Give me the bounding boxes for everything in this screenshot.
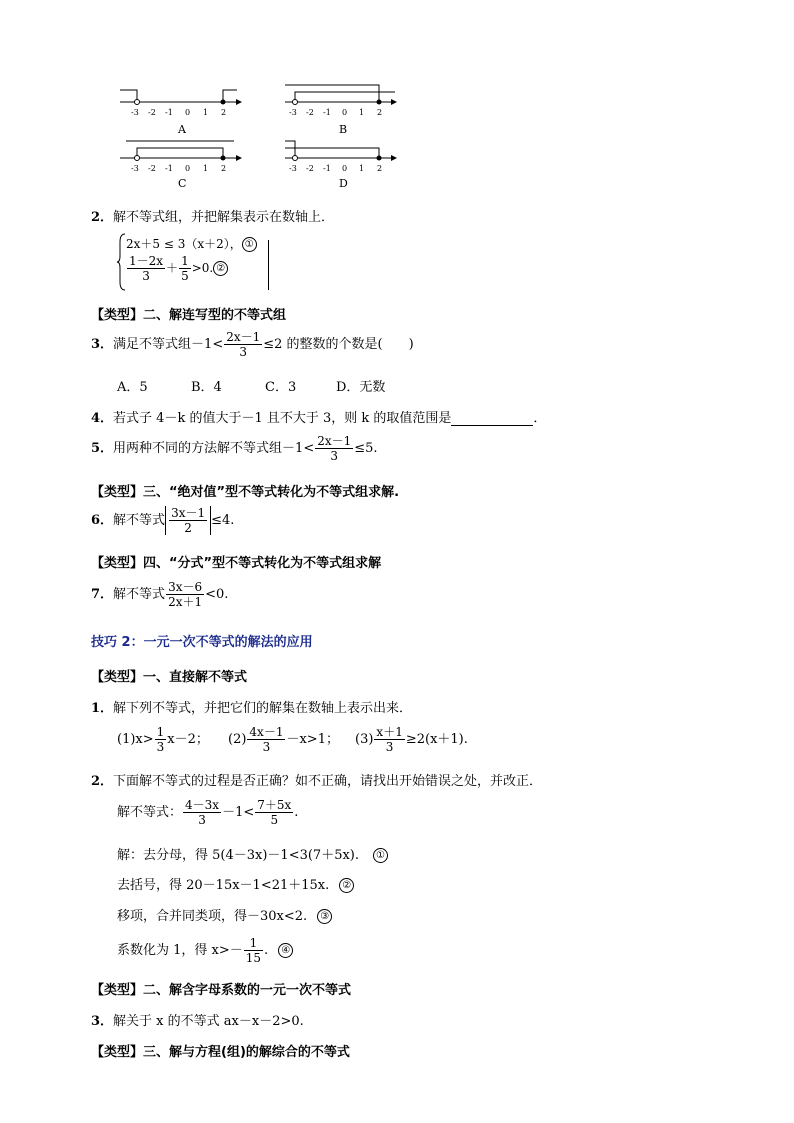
option-label-d: D: [339, 177, 348, 190]
question-5: [91, 434, 378, 463]
b1-part-1: [117, 725, 209, 754]
tick-label: -3: [131, 164, 139, 173]
problem-text: 解不等式组，并把解集表示在数轴上．: [113, 210, 335, 225]
question-end: ．: [533, 411, 547, 426]
question-text: ≤4.: [211, 513, 235, 528]
tick-label: -3: [289, 108, 297, 117]
b-question-2: [91, 770, 542, 789]
part-text: ≥2(x＋1).: [405, 732, 468, 747]
fraction-den: 3: [262, 740, 271, 754]
tick-label: -2: [148, 108, 156, 117]
tick-label: -3: [131, 108, 139, 117]
fraction-num: 1: [244, 936, 263, 951]
tick-label: 0: [185, 108, 191, 117]
intro-text: 解不等式：: [117, 805, 183, 820]
problem-2: [91, 206, 334, 225]
question-text: ≤5.: [354, 441, 378, 456]
fraction-den: 3: [142, 269, 150, 283]
question-3: [91, 330, 414, 359]
problem-number: 3．: [91, 337, 114, 352]
tick-label: 1: [203, 164, 209, 173]
question-text: 解关于 x 的不等式 ax－x－2>0.: [113, 1014, 304, 1029]
tick-label: 0: [342, 164, 348, 173]
problem-number: 6．: [91, 513, 114, 528]
tick-label: -3: [289, 164, 297, 173]
option-label-b: B: [339, 123, 348, 136]
question-7: [91, 580, 228, 609]
tick-label: -2: [148, 164, 156, 173]
part-text: (2): [228, 732, 247, 747]
type-heading: 【类型】三、“绝对值”型不等式转化为不等式组求解.: [91, 485, 400, 500]
b2-step-2: [117, 874, 354, 893]
b2-step-3: [117, 905, 332, 924]
question-text: 解不等式: [113, 513, 166, 528]
problem-number: 4．: [91, 411, 114, 426]
right-bar: [268, 240, 269, 290]
problem-number: 1．: [91, 701, 114, 716]
problem-number: 3．: [91, 1014, 114, 1029]
fraction-num: 4－3x: [185, 798, 220, 812]
fraction-den: 15: [245, 951, 262, 965]
problem-number: 2．: [91, 774, 114, 789]
step-text: 移项，合并同类项，得－30x<2.: [117, 909, 308, 924]
period: .: [264, 943, 269, 958]
tick-label: 1: [203, 108, 209, 117]
circle-2: ②: [213, 261, 228, 276]
problem-number: 7．: [91, 587, 114, 602]
step-text: 系数化为 1，得 x>－: [117, 943, 243, 958]
fraction-den: 3: [330, 449, 339, 463]
circle-4: ④: [278, 943, 293, 958]
part-text: x－2；: [167, 732, 209, 747]
tick-label: -2: [306, 108, 314, 117]
tick-label: 2: [377, 108, 383, 117]
fraction-num: 1－2x: [129, 254, 164, 268]
b2-step-1: [117, 844, 388, 863]
fraction-den: 3: [385, 740, 394, 754]
question-6: [91, 506, 234, 535]
type-heading: 【类型】四、“分式”型不等式转化为不等式组求解: [91, 556, 382, 571]
fraction-den: 3: [239, 345, 248, 359]
part-text: －x>1；: [286, 732, 339, 747]
fraction-num: 4x－1: [249, 725, 284, 739]
fraction-num: 2x－1: [317, 434, 352, 448]
b-question-1: [91, 697, 412, 716]
question-text: ≤2 的整数的个数是( ): [263, 337, 414, 352]
type-heading: 【类型】三、解与方程(组)的解综合的不等式: [91, 1045, 350, 1060]
question-text: 用两种不同的方法解不等式组－1<: [113, 441, 315, 456]
number-line-b: [285, 85, 397, 136]
problem-number: 5．: [91, 441, 114, 456]
question-text: 满足不等式组－1<: [113, 337, 224, 352]
tick-label: -1: [165, 164, 173, 173]
circle-3: ③: [317, 909, 332, 924]
plus-sign: ＋: [166, 261, 179, 275]
b2-step-4: [117, 936, 293, 965]
system-line-2-tail: >0.: [191, 261, 214, 275]
tick-label: -1: [165, 108, 173, 117]
fraction-den: 5: [181, 269, 189, 283]
question-text: 解不等式: [113, 587, 166, 602]
fraction-num: 3x－6: [168, 580, 203, 594]
question-text: 下面解不等式的过程是否正确？如不正确，请找出开始错误之处，并改正．: [113, 774, 543, 789]
answer-blank[interactable]: [451, 413, 533, 426]
fraction-den: 3: [198, 813, 206, 827]
period: .: [294, 805, 299, 820]
inequality-system: [116, 232, 274, 292]
fraction-num: 7＋5x: [257, 798, 292, 812]
circle-1: ①: [373, 848, 388, 863]
fraction-den: 2x＋1: [168, 595, 203, 609]
circle-2: ②: [339, 878, 354, 893]
number-line-d: [285, 141, 397, 190]
tick-label: 2: [221, 108, 227, 117]
left-brace: [116, 232, 126, 292]
number-line-figures: [110, 80, 410, 192]
type-heading: 【类型】二、解含字母系数的一元一次不等式: [91, 983, 352, 998]
option-label-c: C: [178, 177, 187, 190]
choice-d: D．无数: [336, 380, 386, 395]
tick-label: -2: [306, 164, 314, 173]
tick-label: 0: [185, 164, 191, 173]
type-heading: 【类型】二、解连写型的不等式组: [91, 308, 287, 323]
question-text: 若式子 4－k 的值大于－1 且不大于 3，则 k 的取值范围是: [113, 411, 452, 426]
tick-label: -1: [323, 108, 331, 117]
choice-b: B．4: [191, 380, 222, 395]
option-label-a: A: [178, 123, 186, 136]
skill-heading: 技巧 2：一元一次不等式的解法的应用: [91, 635, 313, 650]
fraction-num: 3x－1: [171, 506, 206, 520]
fraction-den: 5: [270, 813, 279, 827]
question-4: [91, 407, 546, 426]
b1-part-2: [228, 725, 339, 754]
type-heading: 【类型】一、直接解不等式: [91, 670, 248, 685]
fraction-den: 2: [184, 521, 192, 535]
choice-a: A．5: [117, 380, 148, 395]
tick-label: 1: [359, 164, 365, 173]
b-question-3: [91, 1010, 304, 1029]
step-text: 解：去分母，得 5(4－3x)－1<3(7＋5x).: [117, 848, 360, 863]
fraction-num: 1: [156, 725, 165, 739]
fraction-num: x＋1: [376, 725, 403, 739]
question-text: <0.: [205, 587, 229, 602]
absolute-value-bars: [165, 506, 211, 535]
question-text: 解下列不等式，并把它们的解集在数轴上表示出来．: [113, 701, 413, 716]
system-line-1: 2x＋5 ≤ 3（x＋2），: [126, 237, 242, 251]
choice-c: C．3: [265, 380, 297, 395]
b2-inequality: [117, 798, 298, 827]
part-text: (3): [355, 732, 374, 747]
circle-1: ①: [242, 237, 257, 252]
step-text: 去括号，得 20－15x－1<21＋15x.: [117, 878, 330, 893]
tick-label: -1: [323, 164, 331, 173]
fraction-num: 1: [181, 254, 189, 268]
tick-label: 0: [342, 108, 348, 117]
tick-label: 1: [359, 108, 365, 117]
fraction-den: 3: [156, 740, 165, 754]
number-line-a: [120, 90, 242, 136]
inequality-mid: －1<: [222, 805, 255, 820]
tick-label: 2: [221, 164, 227, 173]
part-text: (1)x>: [117, 732, 154, 747]
tick-label: 2: [377, 164, 383, 173]
b1-part-3: [355, 725, 468, 754]
number-line-c: [120, 141, 242, 190]
fraction-num: 2x－1: [226, 330, 261, 344]
problem-number: 2．: [91, 210, 114, 225]
